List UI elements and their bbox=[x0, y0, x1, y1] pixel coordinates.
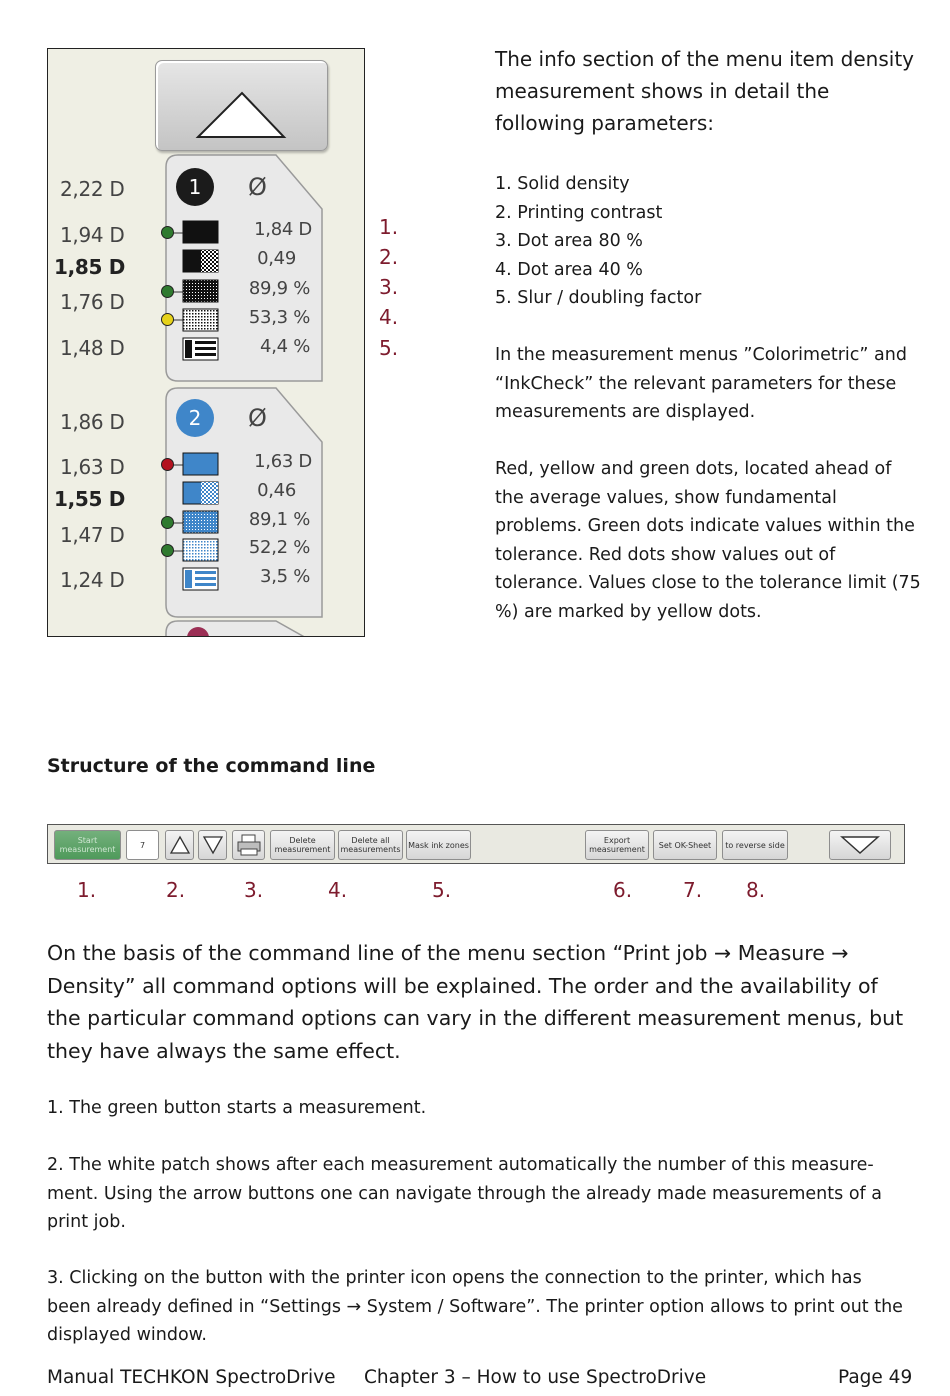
left-value: 2,22 D bbox=[60, 177, 125, 201]
footer-chapter: Chapter 3 – How to use SpectroDrive bbox=[364, 1367, 707, 1388]
marker: 3. bbox=[379, 275, 399, 299]
explanation-1: 1. The green button starts a measurement. bbox=[47, 1098, 427, 1118]
left-value-bold: 1,55 D bbox=[54, 487, 126, 511]
marker: 4. bbox=[379, 305, 399, 329]
print-button[interactable] bbox=[232, 830, 265, 860]
parameter-item: 5. Slur / doubling factor bbox=[495, 288, 702, 308]
next-measurement-button[interactable] bbox=[198, 830, 227, 860]
left-value: 1,24 D bbox=[60, 568, 125, 592]
previous-measurement-button[interactable] bbox=[165, 830, 194, 860]
slur-value: 4,4 % bbox=[260, 336, 310, 357]
callout-number: 1. bbox=[77, 878, 97, 902]
explanation-2: 2. The white patch shows after each measurement automatically the number of this measure-ment. Using the arrow buttons one can navigate through the already made measurements of a print job. bbox=[47, 1155, 882, 1232]
callout-number: 5. bbox=[432, 878, 452, 902]
footer-manual: Manual TECHKON SpectroDrive bbox=[47, 1367, 336, 1388]
info-para-dots: Red, yellow and green dots, located ahead of the average values, show fundamental problems. Green dots indicate values within the tolerance. Red dots show values out of tolerance. Values close to the tolerance limit (75 %) are marked by yellow dots. bbox=[495, 459, 921, 622]
dot40-value: 53,3 % bbox=[248, 307, 310, 328]
solid-density-value: 1,84 D bbox=[254, 219, 312, 240]
explanation-3: 3. Clicking on the button with the printer icon opens the connection to the printer, which has been already defined in “Settings → System / Software”. The printer option allows to print out the displayed window. bbox=[47, 1268, 903, 1345]
badge-2: 2 bbox=[176, 399, 214, 437]
swatch-solid bbox=[183, 221, 218, 243]
left-value: 1,47 D bbox=[60, 523, 125, 547]
contrast-value: 0,49 bbox=[257, 248, 296, 269]
callout-number: 3. bbox=[244, 878, 264, 902]
info-intro: The info section of the menu item density measurement shows in detail the following parameters: bbox=[495, 47, 914, 135]
swatch-dot40 bbox=[183, 309, 218, 331]
left-value: 1,86 D bbox=[60, 410, 125, 434]
callout-number: 4. bbox=[328, 878, 348, 902]
reverse-side-button[interactable]: to reverse side bbox=[722, 830, 788, 860]
status-dot bbox=[161, 458, 174, 471]
average-symbol: Ø bbox=[248, 404, 267, 432]
marker: 5. bbox=[379, 336, 399, 360]
parameter-list bbox=[495, 170, 925, 313]
callout-number: 2. bbox=[166, 878, 186, 902]
measurement-number-field[interactable]: 7 bbox=[126, 830, 159, 860]
dot80-value: 89,1 % bbox=[248, 509, 310, 530]
left-value: 1,94 D bbox=[60, 223, 125, 247]
slur-value: 3,5 % bbox=[260, 566, 310, 587]
mask-ink-zones-button[interactable]: Mask ink zones bbox=[406, 830, 471, 860]
command-bar bbox=[47, 824, 905, 864]
marker: 1. bbox=[379, 215, 399, 239]
section-title: Structure of the command line bbox=[47, 755, 376, 777]
delete-all-measurements-button[interactable]: Delete all measurements bbox=[338, 830, 403, 860]
start-measurement-button[interactable]: Start measurement bbox=[54, 830, 121, 860]
contrast-value: 0,46 bbox=[257, 480, 296, 501]
command-intro: On the basis of the command line of the menu section “Print job → Measure → Density” all command options will be explained. The order and the availability of the particular command options can vary in the different measurement menus, but they have always the same effect. bbox=[47, 941, 904, 1063]
callout-number: 7. bbox=[683, 878, 703, 902]
average-symbol: Ø bbox=[248, 173, 267, 201]
swatch-contrast bbox=[201, 250, 218, 272]
status-dot bbox=[161, 544, 174, 557]
status-dot bbox=[161, 226, 174, 239]
swatch-slur bbox=[183, 338, 218, 360]
printer-icon bbox=[235, 833, 263, 857]
badge-1: 1 bbox=[176, 168, 214, 206]
export-measurement-button[interactable]: Export measurement bbox=[585, 830, 649, 860]
parameter-item: 2. Printing contrast bbox=[495, 202, 663, 223]
triangle-up-icon bbox=[156, 61, 327, 150]
parameter-item: 4. Dot area 40 % bbox=[495, 259, 643, 280]
arrow-up-icon bbox=[169, 835, 191, 855]
left-value: 1,76 D bbox=[60, 290, 125, 314]
footer-page: Page 49 bbox=[838, 1367, 913, 1388]
status-dot bbox=[161, 285, 174, 298]
left-value-bold: 1,85 D bbox=[54, 255, 126, 279]
left-value: 1,48 D bbox=[60, 336, 125, 360]
callout-number: 8. bbox=[746, 878, 766, 902]
measurement-card-3 bbox=[166, 621, 308, 637]
solid-density-value: 1,63 D bbox=[254, 451, 312, 472]
callout-number: 6. bbox=[613, 878, 633, 902]
delete-measurement-button[interactable]: Delete measurement bbox=[270, 830, 335, 860]
marker: 2. bbox=[379, 245, 399, 269]
scroll-up-button[interactable] bbox=[155, 60, 328, 151]
swatch-dot80 bbox=[183, 280, 218, 302]
status-dot bbox=[161, 313, 174, 326]
info-para-colorimetric: In the measurement menus ”Colorimetric” and “InkCheck” the relevant parameters for these measurements are displayed. bbox=[495, 345, 907, 422]
set-ok-sheet-button[interactable]: Set OK-Sheet bbox=[653, 830, 717, 860]
dot40-value: 52,2 % bbox=[248, 537, 310, 558]
parameter-item: 1. Solid density bbox=[495, 174, 630, 194]
status-dot bbox=[161, 516, 174, 529]
parameter-item: 3. Dot area 80 % bbox=[495, 231, 643, 251]
arrow-down-icon bbox=[202, 835, 224, 855]
triangle-down-icon bbox=[838, 833, 882, 857]
scroll-down-button[interactable] bbox=[829, 830, 891, 860]
dot80-value: 89,9 % bbox=[248, 278, 310, 299]
left-value: 1,63 D bbox=[60, 455, 125, 479]
density-info-panel bbox=[47, 48, 365, 637]
